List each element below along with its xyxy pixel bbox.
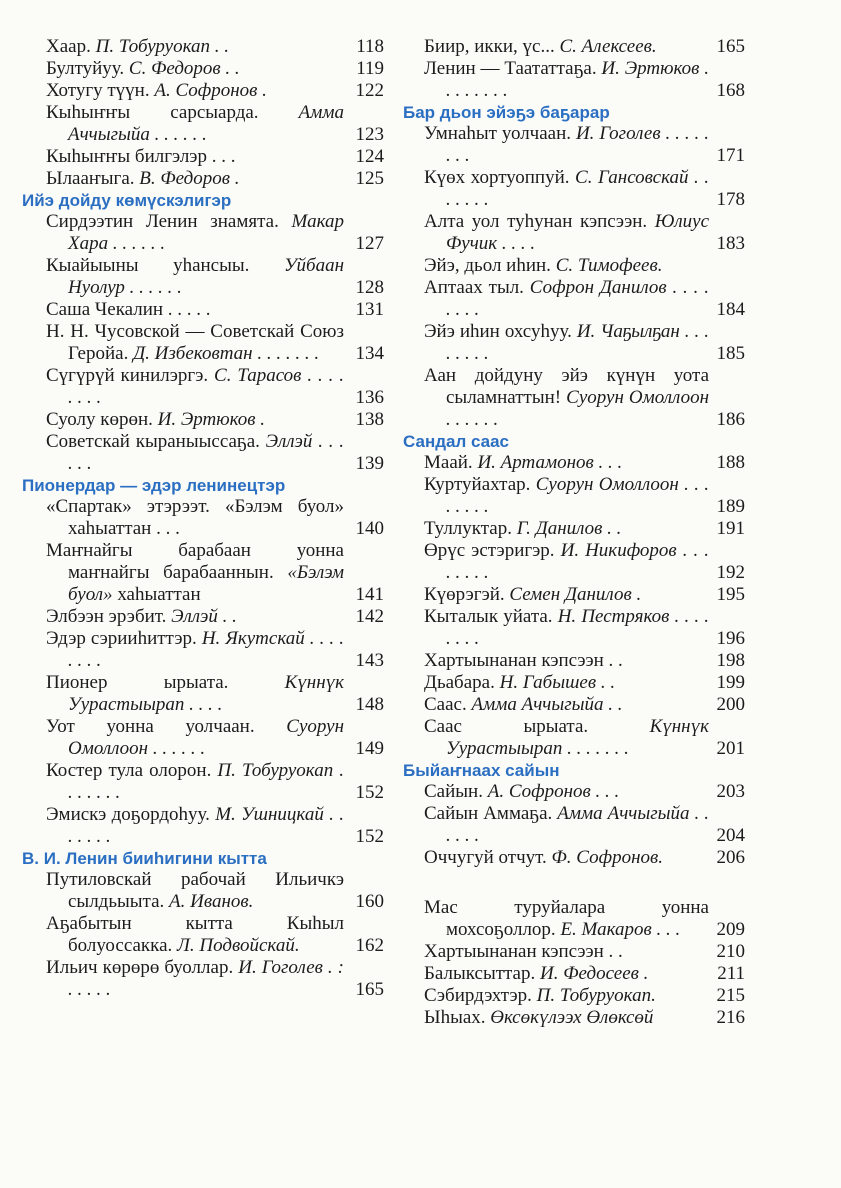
toc-entry[interactable] <box>403 277 745 321</box>
entry-author: С. Алексеев. <box>559 36 657 57</box>
entry-title: Аптаах тыл. <box>424 277 524 298</box>
toc-entry[interactable] <box>22 606 384 628</box>
entry-title: Кыталык уйата. <box>424 606 553 627</box>
entry-text <box>424 58 745 102</box>
page-number: 131 <box>355 299 384 320</box>
spacer <box>403 869 745 897</box>
entry-author: Эллэй . . . . . . <box>68 431 345 474</box>
page-number: 210 <box>716 941 745 962</box>
entry-title: Костер тула олорон. <box>46 760 212 781</box>
entry-author: А. Иванов. <box>169 891 254 912</box>
entry-text <box>46 957 384 1001</box>
page-number: 162 <box>355 935 384 956</box>
toc-entry[interactable] <box>403 255 745 277</box>
entry-text <box>46 606 384 628</box>
toc-entry[interactable] <box>403 847 745 869</box>
page-number: 178 <box>716 189 745 210</box>
entry-text <box>46 869 384 913</box>
entry-text <box>46 146 384 168</box>
toc-entry[interactable] <box>22 299 384 321</box>
entry-title: Аан дойдуну эйэ күнүн уота сыламнаттын! <box>424 365 709 408</box>
entry-title: Туллуктар. <box>424 518 512 539</box>
entry-text <box>424 167 745 211</box>
entry-author: М. Ушницкай . . . . . . . <box>68 804 345 847</box>
entry-title: Эйэ, дьол иһин. <box>424 255 551 276</box>
page-number: 195 <box>716 584 745 605</box>
entry-text <box>424 255 745 277</box>
entry-title: Ыһыах. <box>424 1007 486 1028</box>
toc-entry[interactable] <box>22 804 384 848</box>
entry-text <box>46 496 384 540</box>
toc-entry[interactable] <box>22 36 384 58</box>
toc-entry[interactable] <box>403 452 745 474</box>
page-number: 191 <box>716 518 745 539</box>
entry-title: Эйэ иһин охсуһуу. <box>424 321 572 342</box>
toc-entry[interactable] <box>403 365 745 431</box>
page-number: 196 <box>716 628 745 649</box>
toc-entry[interactable] <box>22 869 384 913</box>
entry-author: И. Эртюков . <box>157 409 266 430</box>
entry-title: Путиловскай рабочай Ильичкэ сылдьыыта. <box>46 869 344 912</box>
page-number: 184 <box>716 299 745 320</box>
entry-title: Куртуйахтар. <box>424 474 531 495</box>
entry-text <box>46 255 384 299</box>
entry-title: Мас туруйалара уонна мохсоҕоллор. <box>424 897 709 940</box>
toc-right-column <box>403 36 745 1029</box>
toc-entry[interactable] <box>403 963 745 985</box>
entry-author: А. Софронов . <box>154 80 267 101</box>
toc-entry[interactable] <box>403 606 745 650</box>
toc-entry[interactable] <box>22 168 384 190</box>
page-number: 168 <box>716 80 745 101</box>
entry-author: И. Гоголев . . . . . . . . <box>446 123 709 166</box>
entry-text <box>424 36 745 58</box>
entry-title: Балыксыттар. <box>424 963 536 984</box>
page-number: 183 <box>716 233 745 254</box>
entry-author: Күннүк Уурастыырап . . . . <box>68 672 345 715</box>
entry-title: Суолу көрөн. <box>46 409 153 430</box>
entry-author: А. Софронов . . . <box>487 781 620 802</box>
page-number: 215 <box>716 985 745 1006</box>
toc-entry[interactable] <box>403 716 745 760</box>
entry-title: Н. Н. Чусовской — Советскай Союз Геройа. <box>46 321 344 364</box>
entry-text <box>46 760 384 804</box>
entry-text <box>46 804 384 848</box>
section-title: Бар дьон эйэҕэ баҕарар <box>403 103 610 122</box>
entry-title: Кыайыыны уһансыы. <box>46 255 250 276</box>
entry-title: Ленин — Таататтаҕа. <box>424 58 597 79</box>
toc-entry[interactable] <box>22 540 384 606</box>
entry-text <box>46 540 384 606</box>
entry-title: Өрүс эстэригэр. <box>424 540 555 561</box>
entry-text <box>46 628 384 672</box>
entry-text <box>424 941 745 963</box>
entry-title: Хаар. <box>46 36 91 57</box>
entry-title: «Спартак» этэрээт. «Бэлэм буол» хаһыаттан . . . <box>46 496 344 539</box>
entry-author: Л. Подвойскай. <box>177 935 300 956</box>
entry-text <box>424 452 745 474</box>
toc-entry[interactable] <box>403 941 745 963</box>
page-number: 185 <box>716 343 745 364</box>
entry-text <box>424 847 745 869</box>
entry-text <box>424 1007 745 1029</box>
entry-author: Амма Аччыгыйа . . <box>471 694 623 715</box>
toc-entry[interactable] <box>22 80 384 102</box>
entry-author: Н. Якутскай . . . . . . . . <box>68 628 344 671</box>
toc-entry[interactable] <box>22 760 384 804</box>
entry-author: С. Тарасов . . . . . . . . <box>68 365 345 408</box>
section-title: Сандал саас <box>403 432 510 451</box>
page-number: 201 <box>716 738 745 759</box>
toc-entry[interactable] <box>22 146 384 168</box>
entry-author: Эллэй . . <box>171 606 237 627</box>
entry-title: Эдэр сэрииһиттэр. <box>46 628 197 649</box>
toc-entry[interactable] <box>22 58 384 80</box>
toc-entry[interactable] <box>403 650 745 672</box>
page-number: 127 <box>355 233 384 254</box>
entry-author: И. Гоголев . : . . . . . <box>68 957 344 1000</box>
page-number: 138 <box>355 409 384 430</box>
page-number: 128 <box>355 277 384 298</box>
entry-title: Сүгүрүй кинилэргэ. <box>46 365 209 386</box>
entry-title: Советскай кыраныыссаҕа. <box>46 431 260 452</box>
entry-text <box>46 168 384 190</box>
entry-title: Күөрэгэй. <box>424 584 505 605</box>
entry-author: И. Федосеев . <box>540 963 649 984</box>
page-number: 152 <box>355 826 384 847</box>
section-heading <box>22 475 384 496</box>
page-number: 141 <box>355 584 384 605</box>
toc-entry[interactable] <box>22 672 384 716</box>
entry-title: Бултуйуу. <box>46 58 125 79</box>
entry-text <box>46 409 384 431</box>
entry-text <box>424 985 745 1007</box>
page-number: 188 <box>716 452 745 473</box>
page-number: 123 <box>355 124 384 145</box>
page-number: 206 <box>716 847 745 868</box>
entry-text <box>424 277 745 321</box>
entry-text <box>424 584 745 606</box>
page-number: 148 <box>355 694 384 715</box>
entry-author: И. Артамонов . . . <box>477 452 623 473</box>
entry-text <box>46 102 384 146</box>
entry-text <box>46 211 384 255</box>
section-heading <box>22 190 384 211</box>
entry-author: С. Федоров . . <box>128 58 240 79</box>
entry-text <box>424 211 745 255</box>
entry-title: Хотугу түүн. <box>46 80 150 101</box>
entry-title: Алта уол туһунан кэпсээн. <box>424 211 648 232</box>
page-number: 216 <box>716 1007 745 1028</box>
entry-title: Дьабара. <box>424 672 495 693</box>
entry-title: Ылааҥыга. <box>46 168 135 189</box>
entry-text <box>46 58 384 80</box>
toc-entry[interactable] <box>22 409 384 431</box>
entry-author: Суорун Омоллоон . . . . . . <box>68 716 344 759</box>
entry-text <box>46 80 384 102</box>
page-number: 211 <box>717 963 745 984</box>
entry-title: Саша Чекалин . . . . . <box>46 299 211 320</box>
page-number: 139 <box>355 453 384 474</box>
entry-title: Саас ырыата. <box>424 716 589 737</box>
page-number: 186 <box>716 409 745 430</box>
toc-entry[interactable] <box>403 36 745 58</box>
entry-title-continued: хаһыаттан <box>117 584 201 605</box>
toc-entry[interactable] <box>22 431 384 475</box>
entry-author: И. Чаҕылҕан . . . . . . . . <box>446 321 710 364</box>
entry-title: Күөх хортуоппуй. <box>424 167 570 188</box>
entry-title: Сирдээтин Ленин знамята. <box>46 211 279 232</box>
entry-author: Е. Макаров . . . <box>560 919 681 940</box>
entry-text <box>424 781 745 803</box>
page-number: 125 <box>355 168 384 189</box>
page-number: 136 <box>355 387 384 408</box>
page-number: 124 <box>355 146 384 167</box>
entry-text <box>424 474 745 518</box>
toc-entry[interactable] <box>403 897 745 941</box>
entry-author: Н. Габышев . . <box>499 672 616 693</box>
page-number: 203 <box>716 781 745 802</box>
page-number: 165 <box>716 36 745 57</box>
entry-author: В. Федоров . <box>139 168 240 189</box>
toc-entry[interactable] <box>403 694 745 716</box>
entry-text <box>424 672 745 694</box>
toc-entry[interactable] <box>403 540 745 584</box>
entry-author: С. Тимофеев. <box>555 255 663 276</box>
toc-entry[interactable] <box>403 123 745 167</box>
entry-author: «Бэлэм буол» <box>68 562 345 605</box>
toc-entry[interactable] <box>22 913 384 957</box>
entry-text <box>46 36 384 58</box>
entry-text <box>424 803 745 847</box>
toc-entry[interactable] <box>22 628 384 672</box>
entry-author: Суорун Омоллоон . . . . . . . . <box>446 474 709 517</box>
entry-author: Д. Избековтан . . . . . . . <box>133 343 320 364</box>
toc-entry[interactable] <box>403 1007 745 1029</box>
entry-title: Оччугуй отчут. <box>424 847 547 868</box>
entry-title: Ильич көрөрө буоллар. <box>46 957 234 978</box>
page-number: 143 <box>355 650 384 671</box>
page-number: 134 <box>355 343 384 364</box>
entry-title: Умнаһыт уолчаан. <box>424 123 572 144</box>
toc-entry[interactable] <box>403 672 745 694</box>
entry-text <box>424 963 745 985</box>
entry-author: Уйбаан Нуолур . . . . . . <box>68 255 344 298</box>
entry-title: Саас. <box>424 694 467 715</box>
page-number: 119 <box>356 58 384 79</box>
page-number: 204 <box>716 825 745 846</box>
page-number: 200 <box>716 694 745 715</box>
entry-author: Юлиус Фучик . . . . <box>446 211 710 254</box>
toc-entry[interactable] <box>403 58 745 102</box>
entry-text <box>46 672 384 716</box>
toc-entry[interactable] <box>403 985 745 1007</box>
entry-author: Макар Хара . . . . . . <box>68 211 344 254</box>
page-number: 140 <box>355 518 384 539</box>
entry-title: Пионер ырыата. <box>46 672 229 693</box>
entry-title: Эмискэ доҕордоһуу. <box>46 804 210 825</box>
entry-author: П. Тобуруокап. <box>536 985 656 1006</box>
entry-text <box>424 518 745 540</box>
entry-text <box>46 716 384 760</box>
toc-entry[interactable] <box>22 102 384 146</box>
entry-author: И. Эртюков . . . . . . . . <box>446 58 709 101</box>
toc-entry[interactable] <box>403 211 745 255</box>
entry-title: Аҕабытын кытта Кыһыл болуоссакка. <box>46 913 344 956</box>
entry-text <box>424 365 745 431</box>
entry-text <box>46 431 384 475</box>
page-number: 189 <box>716 496 745 517</box>
entry-author: Амма Аччыгыйа . . . . . . <box>68 102 344 145</box>
entry-title: Сэбирдэхтэр. <box>424 985 532 1006</box>
page-number: 149 <box>355 738 384 759</box>
entry-author: Семен Данилов . <box>509 584 642 605</box>
section-title: Пионердар — эдэр ленинецтэр <box>22 476 286 495</box>
entry-text <box>46 299 384 321</box>
entry-title: Хартыынанан кэпсээн . . <box>424 941 623 962</box>
toc-entry[interactable] <box>22 211 384 255</box>
toc-entry[interactable] <box>403 781 745 803</box>
entry-author: П. Тобуруокап . . <box>95 36 230 57</box>
toc-entry[interactable] <box>22 496 384 540</box>
toc-entry[interactable] <box>403 518 745 540</box>
toc-entry[interactable] <box>22 716 384 760</box>
entry-author: И. Никифоров . . . . . . . . <box>446 540 709 583</box>
page-number: 122 <box>355 80 384 101</box>
entry-author: Ф. Софронов. <box>551 847 664 868</box>
page-number: 160 <box>355 891 384 912</box>
page-number: 198 <box>716 650 745 671</box>
section-title: В. И. Ленин бииһигини кытта <box>22 849 267 868</box>
entry-title: Кыһыҥҥы сарсыарда. <box>46 102 259 123</box>
page-number: 171 <box>716 145 745 166</box>
toc-entry[interactable] <box>403 167 745 211</box>
section-heading <box>403 760 745 781</box>
entry-title: Маай. <box>424 452 473 473</box>
page-number: 165 <box>355 979 384 1000</box>
entry-text <box>424 650 745 672</box>
entry-title: Элбээн эрэбит. <box>46 606 167 627</box>
entry-text <box>424 694 745 716</box>
entry-author: Суорун Омоллоон . . . . . . <box>446 387 709 430</box>
entry-author: Г. Данилов . . <box>516 518 622 539</box>
toc-entry[interactable] <box>22 255 384 299</box>
section-heading <box>403 431 745 452</box>
section-heading <box>22 848 384 869</box>
page-number: 192 <box>716 562 745 583</box>
entry-author: Күннүк Уурастыырап . . . . . . . <box>446 716 709 759</box>
entry-text <box>424 716 745 760</box>
entry-text <box>424 897 745 941</box>
entry-title: Маҥнайгы барабаан уонна маҥнайгы барабааннын. <box>46 540 344 583</box>
toc-entry[interactable] <box>403 474 745 518</box>
section-title: Ийэ дойду көмүскэлигэр <box>22 191 232 210</box>
toc-entry[interactable] <box>403 584 745 606</box>
entry-text <box>424 606 745 650</box>
entry-author: П. Тобуруокап . . . . . . . <box>68 760 345 803</box>
page-number: 142 <box>355 606 384 627</box>
entry-author: Н. Пестряков . . . . . . . . <box>446 606 709 649</box>
entry-text <box>46 321 384 365</box>
toc-entry[interactable] <box>403 321 745 365</box>
entry-author: Софрон Данилов . . . . . . . . <box>446 277 709 320</box>
entry-text <box>424 321 745 365</box>
entry-title: Сайын Аммаҕа. <box>424 803 553 824</box>
entry-title: Кыһыҥҥы билгэлэр . . . <box>46 146 236 167</box>
toc-entry[interactable] <box>22 321 384 365</box>
entry-title: Хартыынанан кэпсээн . . <box>424 650 623 671</box>
page-number: 152 <box>355 782 384 803</box>
section-title: Быйаҥнаах сайын <box>403 761 560 780</box>
toc-entry[interactable] <box>22 957 384 1001</box>
entry-author: С. Гансовскай . . . . . . . <box>446 167 709 210</box>
entry-author: Амма Аччыгыйа . . . . . . <box>446 803 709 846</box>
entry-title: Уот уонна уолчаан. <box>46 716 255 737</box>
page-number: 199 <box>716 672 745 693</box>
toc-entry[interactable] <box>403 803 745 847</box>
toc-entry[interactable] <box>22 365 384 409</box>
page-number: 209 <box>716 919 745 940</box>
entry-text <box>46 913 384 957</box>
entry-text <box>424 540 745 584</box>
toc-left-column <box>22 36 384 1001</box>
page-number: 118 <box>356 36 384 57</box>
entry-author: Өксөкүлээх Өлөксөй <box>490 1007 654 1028</box>
entry-title: Сайын. <box>424 781 483 802</box>
entry-text <box>46 365 384 409</box>
entry-title: Биир, икки, үс... <box>424 36 555 57</box>
entry-text <box>424 123 745 167</box>
section-heading <box>403 102 745 123</box>
